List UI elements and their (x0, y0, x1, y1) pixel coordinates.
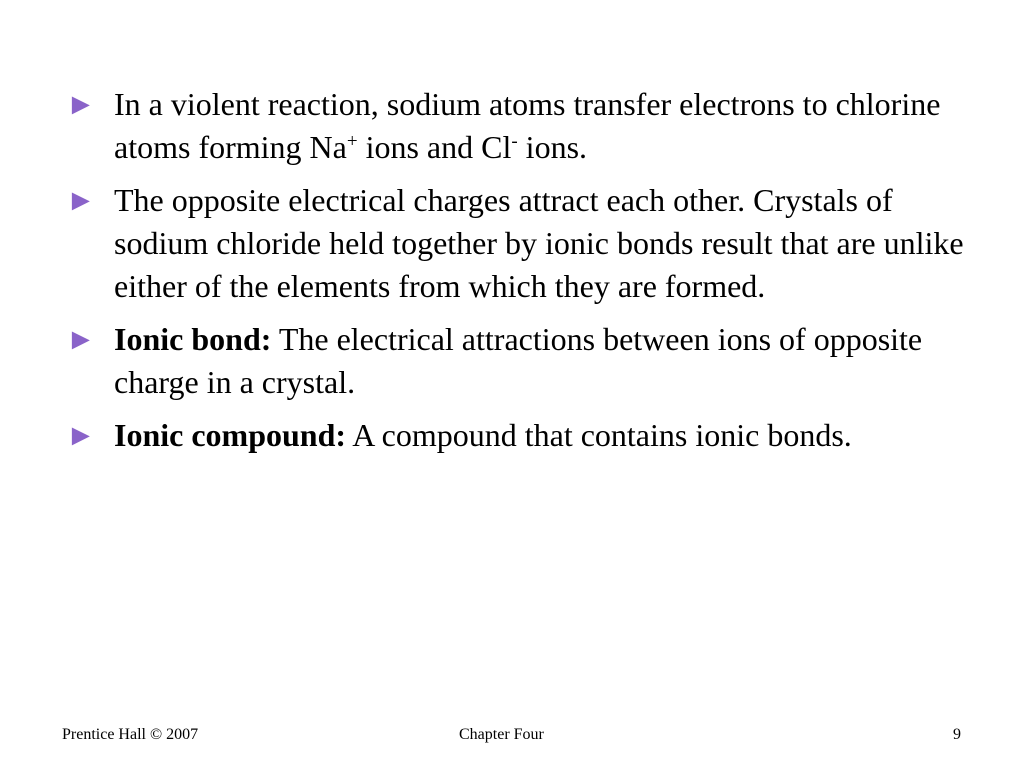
triangle-bullet-icon: ► (66, 184, 96, 217)
bullet-item (66, 318, 966, 404)
bullet-text (114, 318, 966, 404)
bullet-text (114, 414, 966, 457)
term-definition: The electrical attractions between ions of opposite charge in a crystal. (114, 321, 923, 400)
slide-body (66, 83, 966, 467)
footer-chapter: Chapter Four (459, 726, 544, 743)
bullet-text (114, 83, 966, 169)
bullet-item (66, 83, 966, 169)
triangle-bullet-icon: ► (66, 88, 96, 121)
term-label: Ionic bond: (114, 321, 272, 357)
footer-copyright: Prentice Hall © 2007 (62, 726, 199, 743)
bullet-item (66, 179, 966, 308)
page-number: 9 (953, 726, 961, 743)
bullet-text-part: In a violent reaction, sodium atoms transfer electrons to chlorine atoms forming Na (114, 86, 941, 165)
term-definition: A compound that contains ionic bonds. (346, 417, 852, 453)
triangle-bullet-icon: ► (66, 323, 96, 356)
superscript-charge: + (346, 131, 358, 152)
bullet-text: The opposite electrical charges attract each other. Crystals of sodium chloride held together by ionic bonds result that are unlike either of the elements from which they are formed. (114, 182, 964, 304)
bullet-text-part: ions and Cl (357, 129, 512, 165)
term-label: Ionic compound: (114, 417, 347, 453)
bullet-item (66, 414, 966, 457)
triangle-bullet-icon: ► (66, 419, 96, 452)
superscript-charge: - (511, 131, 518, 152)
bullet-text-part: ions. (517, 129, 588, 165)
